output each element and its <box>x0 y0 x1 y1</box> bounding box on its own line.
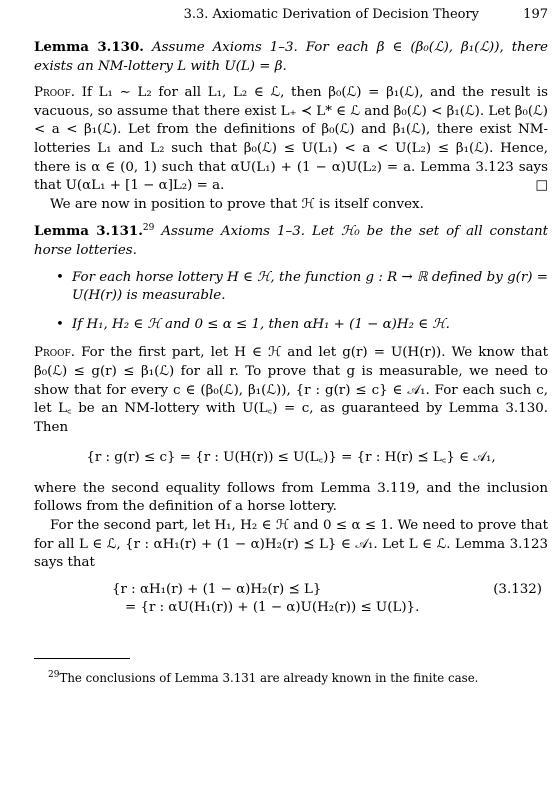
proof-paragraph: For the second part, let H₁, H₂ ∈ ℋ and 0 ≤ α ≤ 1. We need to prove that for all L ∈ ℒ, {r : αH₁(r) + (1 − α)H₂(r) ⪯ L} ∈ 𝒜₁. Let L ∈ ℒ. Lemma 3.123 says that <box>34 518 548 571</box>
lemma-statement: Assume Axioms 1–3. Let ℋ₀ be the set of all constant horse lotteries. <box>34 224 548 258</box>
bullet-icon: • <box>56 269 64 285</box>
lemma-label: Lemma 3.130. <box>34 39 144 55</box>
footnote <box>34 669 548 688</box>
page-number: 197 <box>523 7 548 22</box>
equation-line: = {r : αU(H₁(r)) + (1 − α)U(H₂(r)) ≤ U(L)}. <box>125 600 420 616</box>
qed-symbol: □ <box>535 178 548 194</box>
transition-sentence: We are now in position to prove that ℋ is itself convex. <box>50 196 424 212</box>
footnote-text: The conclusions of Lemma 3.131 are already known in the finite case. <box>59 671 479 686</box>
proof-3-130 <box>34 84 548 196</box>
running-header <box>34 6 548 28</box>
list-item: • If H₁, H₂ ∈ ℋ and 0 ≤ α ≤ 1, then αH₁ + (1 − α)H₂ ∈ ℋ. <box>34 316 548 335</box>
lemma-bullets <box>34 269 548 335</box>
proof-paragraph: where the second equality follows from Lemma 3.119, and the inclusion follows from the definition of a horse lottery. <box>34 480 548 515</box>
proof-text: For the first part, let H ∈ ℋ and let g(r) = U(H(r)). We know that β₀(ℒ) ≤ g(r) ≤ β₁(ℒ) for all r. To prove that g is measurable, we need to show that for every c ∈ (β₀(ℒ), β₁(ℒ)), {r : g(r) ≤ c} ∈ 𝒜₁. For each such c, let L꜀ be an NM-lottery with U(L꜀) = c, as guaranteed by Lemma 3.130. Then <box>34 345 548 435</box>
equation-number: (3.132) <box>493 581 542 597</box>
equation-line: {r : αH₁(r) + (1 − α)H₂(r) ⪯ L} <box>112 581 322 597</box>
book-page <box>34 6 548 688</box>
proof-text: If L₁ ∼ L₂ for all L₁, L₂ ∈ ℒ, then β₀(ℒ) = β₁(ℒ), and the result is vacuous, so assume that there exist L₊ ≺ L* ∈ ℒ and β₀(ℒ) < β₁(ℒ). Let β₀(ℒ) < a < β₁(ℒ). Let from the definitions of β₀(ℒ) and β₁(ℒ), there exist NM-lotteries L₁ and L₂ such that β₀(ℒ) ≤ U(L₁) < a < U(L₂) ≤ β₁(ℒ). Hence, there is α ∈ (0, 1) such that αU(L₁) + (1 − α)U(L₂) = a. Lemma 3.123 says that U(αL₁ + [1 − α]L₂) = a. <box>34 85 548 194</box>
lemma-label: Lemma 3.131. <box>34 223 143 240</box>
footnote-marker: 29 <box>142 223 155 234</box>
lemma-3-131 <box>34 222 548 260</box>
list-item: • For each horse lottery H ∈ ℋ, the function g : R → ℝ defined by g(r) = U(H(r)) is measurable. <box>56 269 548 304</box>
footnote-rule <box>34 658 130 659</box>
lemma-statement: Assume Axioms 1–3. For each β ∈ (β₀(ℒ), β₁(ℒ)), there exists an NM-lottery L with U(L) = β. <box>34 40 548 74</box>
bullet-icon: • <box>56 316 64 332</box>
proof-label: Proof. <box>34 345 76 361</box>
lemma-3-130 <box>34 38 548 76</box>
numbered-equation <box>34 581 548 618</box>
footnote-marker: 29 <box>48 670 60 681</box>
section-title: 3.3. Axiomatic Derivation of Decision Theory <box>183 7 480 22</box>
proof-3-131 <box>34 344 548 437</box>
display-equation: {r : g(r) ≤ c} = {r : U(H(r)) ≤ U(L꜀)} = {r : H(r) ⪯ L꜀} ∈ 𝒜₁, <box>86 450 496 466</box>
proof-label: Proof. <box>34 85 76 101</box>
